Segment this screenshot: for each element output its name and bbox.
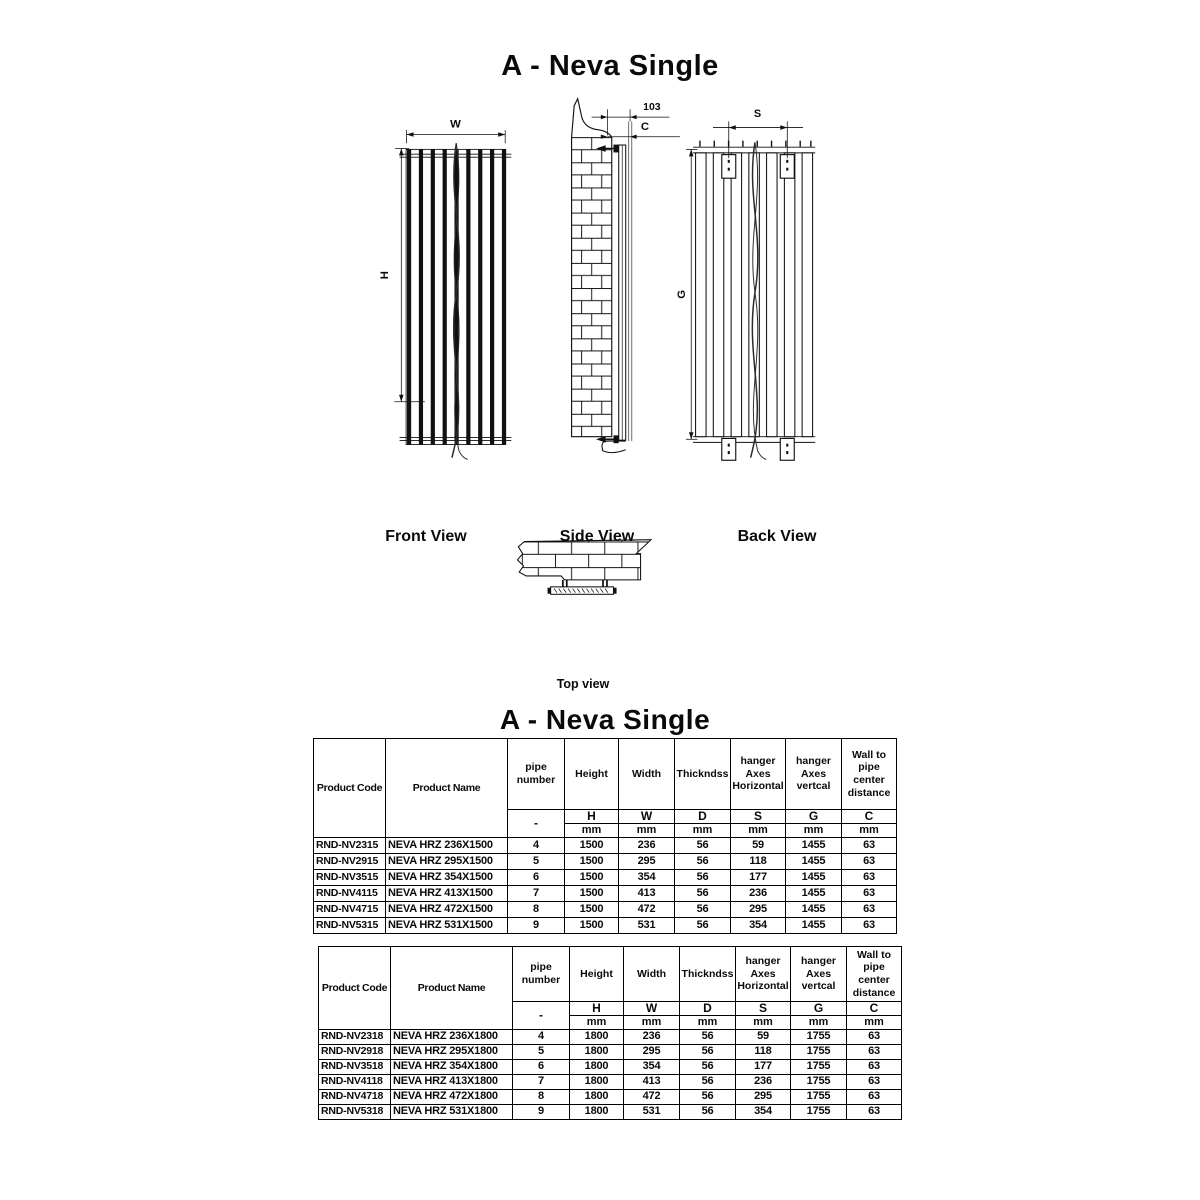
table-row	[314, 838, 897, 854]
table-cell: NEVA HRZ 236X1800	[391, 1030, 513, 1045]
table-cell: 1755	[791, 1090, 847, 1105]
wall-break-top	[572, 99, 612, 137]
sym-S: S	[736, 1002, 791, 1016]
table-cell: NEVA HRZ 295X1800	[391, 1045, 513, 1060]
table-cell: NEVA HRZ 236X1500	[386, 838, 508, 854]
table-cell: 56	[680, 1105, 736, 1120]
unit-mm: mm	[731, 824, 786, 838]
table-cell: 6	[513, 1060, 570, 1075]
table-cell: 56	[675, 838, 731, 854]
table-cell: 118	[731, 854, 786, 870]
table-cell: 531	[619, 918, 675, 934]
unit-mm: mm	[736, 1016, 791, 1030]
spec-table-1500-body	[314, 838, 897, 934]
col-wall-to-pipe: Wall to pipe center distance	[847, 947, 902, 1002]
table-cell: 1800	[570, 1105, 624, 1120]
back-view-label: Back View	[737, 528, 817, 545]
table-cell: 1800	[570, 1030, 624, 1045]
table-cell: RND-NV4115	[314, 886, 386, 902]
brick-wall-side	[572, 137, 612, 437]
unit-mm: mm	[675, 824, 731, 838]
table-cell: 56	[675, 870, 731, 886]
back-view-drawing	[676, 108, 815, 460]
table-cell: 56	[680, 1030, 736, 1045]
unit-mm: mm	[565, 824, 619, 838]
sym-dash: -	[508, 810, 565, 838]
table-cell: 1500	[565, 918, 619, 934]
table-cell: 295	[619, 854, 675, 870]
table-cell: 1800	[570, 1045, 624, 1060]
table-cell: 236	[731, 886, 786, 902]
table-cell: 413	[624, 1075, 680, 1090]
table-cell: 56	[675, 886, 731, 902]
table-cell: 63	[847, 1045, 902, 1060]
table-cell: 1500	[565, 870, 619, 886]
col-hanger-horizontal: hanger Axes Horizontal	[736, 947, 791, 1002]
col-product-code: Product Code	[319, 947, 391, 1030]
table-row	[319, 1090, 902, 1105]
table-cell: RND-NV4118	[319, 1075, 391, 1090]
table-cell: 295	[624, 1045, 680, 1060]
table-cell: 63	[842, 870, 897, 886]
table-cell: 1500	[565, 886, 619, 902]
spec-table-1500	[313, 738, 897, 934]
front-view-drawing	[379, 119, 511, 460]
table-cell: RND-NV3515	[314, 870, 386, 886]
table-cell: 354	[624, 1060, 680, 1075]
table-cell: 1455	[786, 854, 842, 870]
unit-mm: mm	[786, 824, 842, 838]
table-cell: 56	[680, 1075, 736, 1090]
page-title: A - Neva Single	[501, 50, 719, 82]
col-height: Height	[565, 739, 619, 810]
table-cell: 1500	[565, 854, 619, 870]
table-cell: 354	[736, 1105, 791, 1120]
table-cell: 59	[731, 838, 786, 854]
table-cell: RND-NV2315	[314, 838, 386, 854]
table-cell: 7	[508, 886, 565, 902]
col-pipe-number: pipe number	[508, 739, 565, 810]
table-cell: 56	[680, 1045, 736, 1060]
table-row	[314, 886, 897, 902]
table-cell: 8	[508, 902, 565, 918]
table-cell: 177	[736, 1060, 791, 1075]
table-cell: 63	[842, 854, 897, 870]
table-cell: 1455	[786, 918, 842, 934]
table-cell: 4	[508, 838, 565, 854]
table-cell: 63	[847, 1030, 902, 1045]
sym-S: S	[731, 810, 786, 824]
table-cell: 295	[731, 902, 786, 918]
sym-D: D	[675, 810, 731, 824]
table-cell: RND-NV2915	[314, 854, 386, 870]
table-cell: 63	[847, 1105, 902, 1120]
table-cell: 1455	[786, 886, 842, 902]
table-cell: 531	[624, 1105, 680, 1120]
table-cell: 63	[842, 902, 897, 918]
unit-mm: mm	[619, 824, 675, 838]
table-row	[319, 1045, 902, 1060]
table-cell: NEVA HRZ 413X1500	[386, 886, 508, 902]
table-cell: 1800	[570, 1075, 624, 1090]
dim-label-103: 103	[643, 102, 661, 114]
unit-mm: mm	[680, 1016, 736, 1030]
dim-label-H: H	[379, 271, 392, 280]
radiator-top-view	[548, 587, 617, 594]
table-cell: RND-NV4715	[314, 902, 386, 918]
table-cell: 1500	[565, 838, 619, 854]
unit-mm: mm	[791, 1016, 847, 1030]
table-cell: 6	[508, 870, 565, 886]
table-cell: 354	[731, 918, 786, 934]
sym-W: W	[619, 810, 675, 824]
sym-W: W	[624, 1002, 680, 1016]
table-row	[319, 1060, 902, 1075]
table-cell: 63	[842, 886, 897, 902]
col-product-name: Product Name	[391, 947, 513, 1030]
table-cell: 7	[513, 1075, 570, 1090]
col-hanger-horizontal: hanger Axes Horizontal	[731, 739, 786, 810]
hanger-bottom-right	[780, 438, 794, 460]
table-cell: 236	[736, 1075, 791, 1090]
table-cell: RND-NV5315	[314, 918, 386, 934]
table-cell: 1800	[570, 1090, 624, 1105]
table-cell: 413	[619, 886, 675, 902]
spec-table-1800	[318, 946, 902, 1120]
table-cell: NEVA HRZ 413X1800	[391, 1075, 513, 1090]
col-product-name: Product Name	[386, 739, 508, 838]
col-wall-to-pipe: Wall to pipe center distance	[842, 739, 897, 810]
table-row	[314, 870, 897, 886]
hanger-top-left	[722, 155, 736, 179]
table-cell: 8	[513, 1090, 570, 1105]
table-cell: 354	[619, 870, 675, 886]
table-cell: 9	[508, 918, 565, 934]
top-view-drawing	[517, 540, 651, 595]
hanger-top-right	[780, 155, 794, 179]
sym-C: C	[847, 1002, 902, 1016]
dim-W	[407, 130, 506, 143]
sym-H: H	[570, 1002, 624, 1016]
table-row	[319, 1030, 902, 1045]
table-cell: 63	[847, 1075, 902, 1090]
table-cell: 5	[513, 1045, 570, 1060]
table-cell: NEVA HRZ 531X1800	[391, 1105, 513, 1120]
top-view-label: Top view	[556, 677, 610, 691]
table-cell: 1755	[791, 1075, 847, 1090]
table-cell: 1755	[791, 1060, 847, 1075]
table-cell: 1455	[786, 838, 842, 854]
table-section-title: A - Neva Single	[499, 704, 711, 735]
col-thickness: Thickndss	[680, 947, 736, 1002]
dim-label-W: W	[450, 118, 461, 131]
table-cell: 472	[619, 902, 675, 918]
col-height: Height	[570, 947, 624, 1002]
unit-mm: mm	[624, 1016, 680, 1030]
table-cell: 472	[624, 1090, 680, 1105]
table-cell: 1500	[565, 902, 619, 918]
table-cell: RND-NV2318	[319, 1030, 391, 1045]
col-thickness: Thickndss	[675, 739, 731, 810]
wave-motif-front	[452, 143, 468, 459]
table-cell: RND-NV5318	[319, 1105, 391, 1120]
table-cell: 295	[736, 1090, 791, 1105]
col-hanger-vertical: hanger Axes vertcal	[786, 739, 842, 810]
unit-mm: mm	[570, 1016, 624, 1030]
table-cell: 63	[842, 838, 897, 854]
radiator-side	[619, 121, 632, 441]
table-cell: NEVA HRZ 531X1500	[386, 918, 508, 934]
technical-drawing	[330, 90, 890, 710]
side-view-label: Side View	[559, 528, 635, 545]
side-view-drawing	[572, 99, 680, 453]
table-row	[314, 902, 897, 918]
sym-G: G	[791, 1002, 847, 1016]
front-view-label: Front View	[385, 528, 467, 545]
table-cell: 63	[847, 1060, 902, 1075]
dim-label-G: G	[676, 289, 689, 299]
col-pipe-number: pipe number	[513, 947, 570, 1002]
dim-label-C: C	[640, 121, 650, 134]
table-cell: 236	[619, 838, 675, 854]
sym-H: H	[565, 810, 619, 824]
table-row	[319, 1075, 902, 1090]
table-cell: 56	[680, 1090, 736, 1105]
table-cell: 56	[675, 902, 731, 918]
table-cell: NEVA HRZ 354X1800	[391, 1060, 513, 1075]
spec-table-1800-body	[319, 1030, 902, 1120]
table-cell: NEVA HRZ 472X1500	[386, 902, 508, 918]
table-cell: NEVA HRZ 354X1500	[386, 870, 508, 886]
sym-G: G	[786, 810, 842, 824]
table-cell: 1755	[791, 1045, 847, 1060]
sym-C: C	[842, 810, 897, 824]
dim-label-S: S	[753, 108, 762, 121]
unit-mm: mm	[842, 824, 897, 838]
table-cell: 1755	[791, 1030, 847, 1045]
col-width: Width	[619, 739, 675, 810]
table-cell: 236	[624, 1030, 680, 1045]
table-cell: 56	[675, 918, 731, 934]
table-row	[314, 918, 897, 934]
table-cell: 63	[842, 918, 897, 934]
sym-dash: -	[513, 1002, 570, 1030]
sym-D: D	[680, 1002, 736, 1016]
unit-mm: mm	[847, 1016, 902, 1030]
table-cell: NEVA HRZ 472X1800	[391, 1090, 513, 1105]
wall-brackets-top-view	[563, 580, 607, 587]
table-cell: 177	[731, 870, 786, 886]
table-cell: 59	[736, 1030, 791, 1045]
table-cell: 63	[847, 1090, 902, 1105]
table-row	[319, 1105, 902, 1120]
table-cell: RND-NV2918	[319, 1045, 391, 1060]
table-cell: 1800	[570, 1060, 624, 1075]
table-cell: 5	[508, 854, 565, 870]
hanger-bottom-left	[722, 438, 736, 460]
table-cell: RND-NV4718	[319, 1090, 391, 1105]
table-cell: 56	[675, 854, 731, 870]
col-product-code: Product Code	[314, 739, 386, 838]
dim-C	[601, 135, 680, 139]
table-row	[314, 854, 897, 870]
table-cell: NEVA HRZ 295X1500	[386, 854, 508, 870]
table-cell: 1455	[786, 902, 842, 918]
table-cell: 118	[736, 1045, 791, 1060]
table-cell: 9	[513, 1105, 570, 1120]
table-cell: 1755	[791, 1105, 847, 1120]
col-hanger-vertical: hanger Axes vertcal	[791, 947, 847, 1002]
table-cell: RND-NV3518	[319, 1060, 391, 1075]
table-cell: 1455	[786, 870, 842, 886]
table-cell: 56	[680, 1060, 736, 1075]
col-width: Width	[624, 947, 680, 1002]
table-cell: 4	[513, 1030, 570, 1045]
